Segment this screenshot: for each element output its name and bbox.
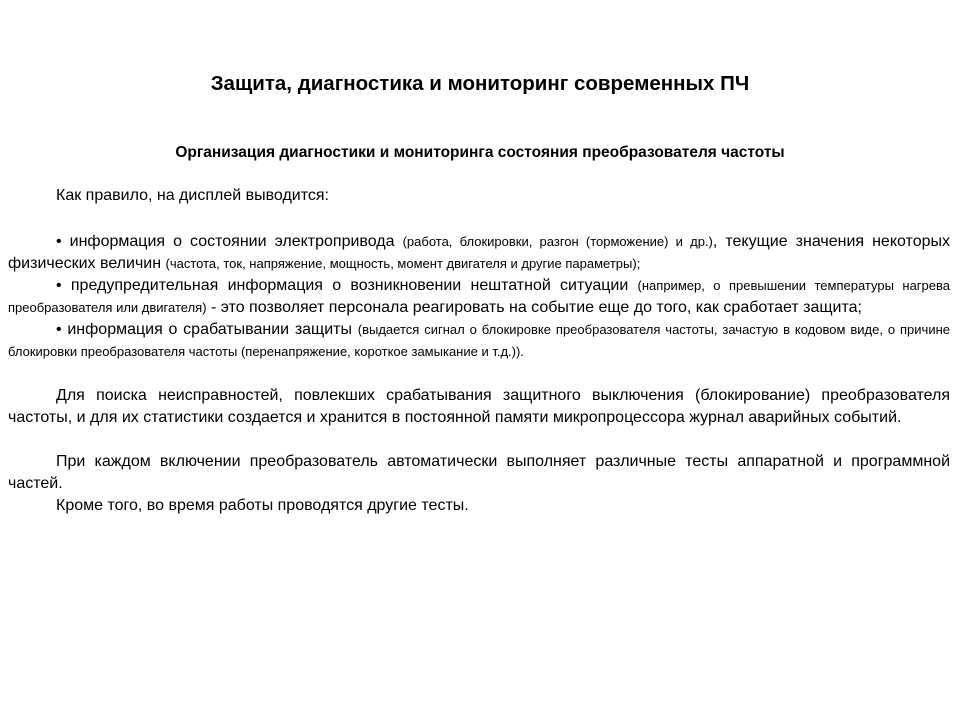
bullet-lead: • предупредительная информация о возникновении нештатной ситуации [56, 277, 629, 294]
intro-line: Как правило, на дисплей выводится: [56, 187, 329, 204]
bullet-mid: , текущие значения некоторых физических величин [8, 233, 950, 272]
bullet-lead: • информация о состоянии электропривода [56, 233, 395, 250]
paragraph-self-tests: При каждом включении преобразователь автоматически выполняет различные тесты аппаратной и программной частей. [8, 453, 950, 492]
bullet-paren: (работа, блокировки, разгон (торможение) и др.) [402, 234, 713, 249]
bullet-paren: (частота, ток, напряжение, мощность, момент двигателя и другие параметры); [165, 256, 641, 271]
bullet-paren: (например, о превышении температуры нагрева преобразователя или двигателя) [8, 278, 950, 315]
bullet-item-state [8, 231, 950, 275]
section-subtitle: Организация диагностики и мониторинга состояния преобразователя частоты [175, 144, 785, 161]
bullet-paren: (выдается сигнал о блокировке преобразователя частоты, зачастую в кодовом виде, о причине блокировки преобразователя частоты (перенапряжение, короткое замыкание и т.д.)). [8, 322, 950, 359]
bullet-item-protection [8, 319, 950, 363]
bullet-item-warning [8, 275, 950, 319]
paragraph-other-tests: Кроме того, во время работы проводятся другие тесты. [56, 497, 469, 514]
bullet-tail: - это позволяет персонала реагировать на событие еще до того, как сработает защита; [206, 299, 862, 316]
page-title: Защита, диагностика и мониторинг современных ПЧ [210, 72, 750, 95]
body-text [8, 185, 950, 517]
bullet-lead: • информация о срабатывании защиты [56, 321, 352, 338]
paragraph-event-log: Для поиска неисправностей, повлекших срабатывания защитного выключения (блокирование) преобразователя частоты, и для их статистики создается и хранится в постоянной памяти микропроцессора журнал аварийных событий. [8, 387, 950, 426]
